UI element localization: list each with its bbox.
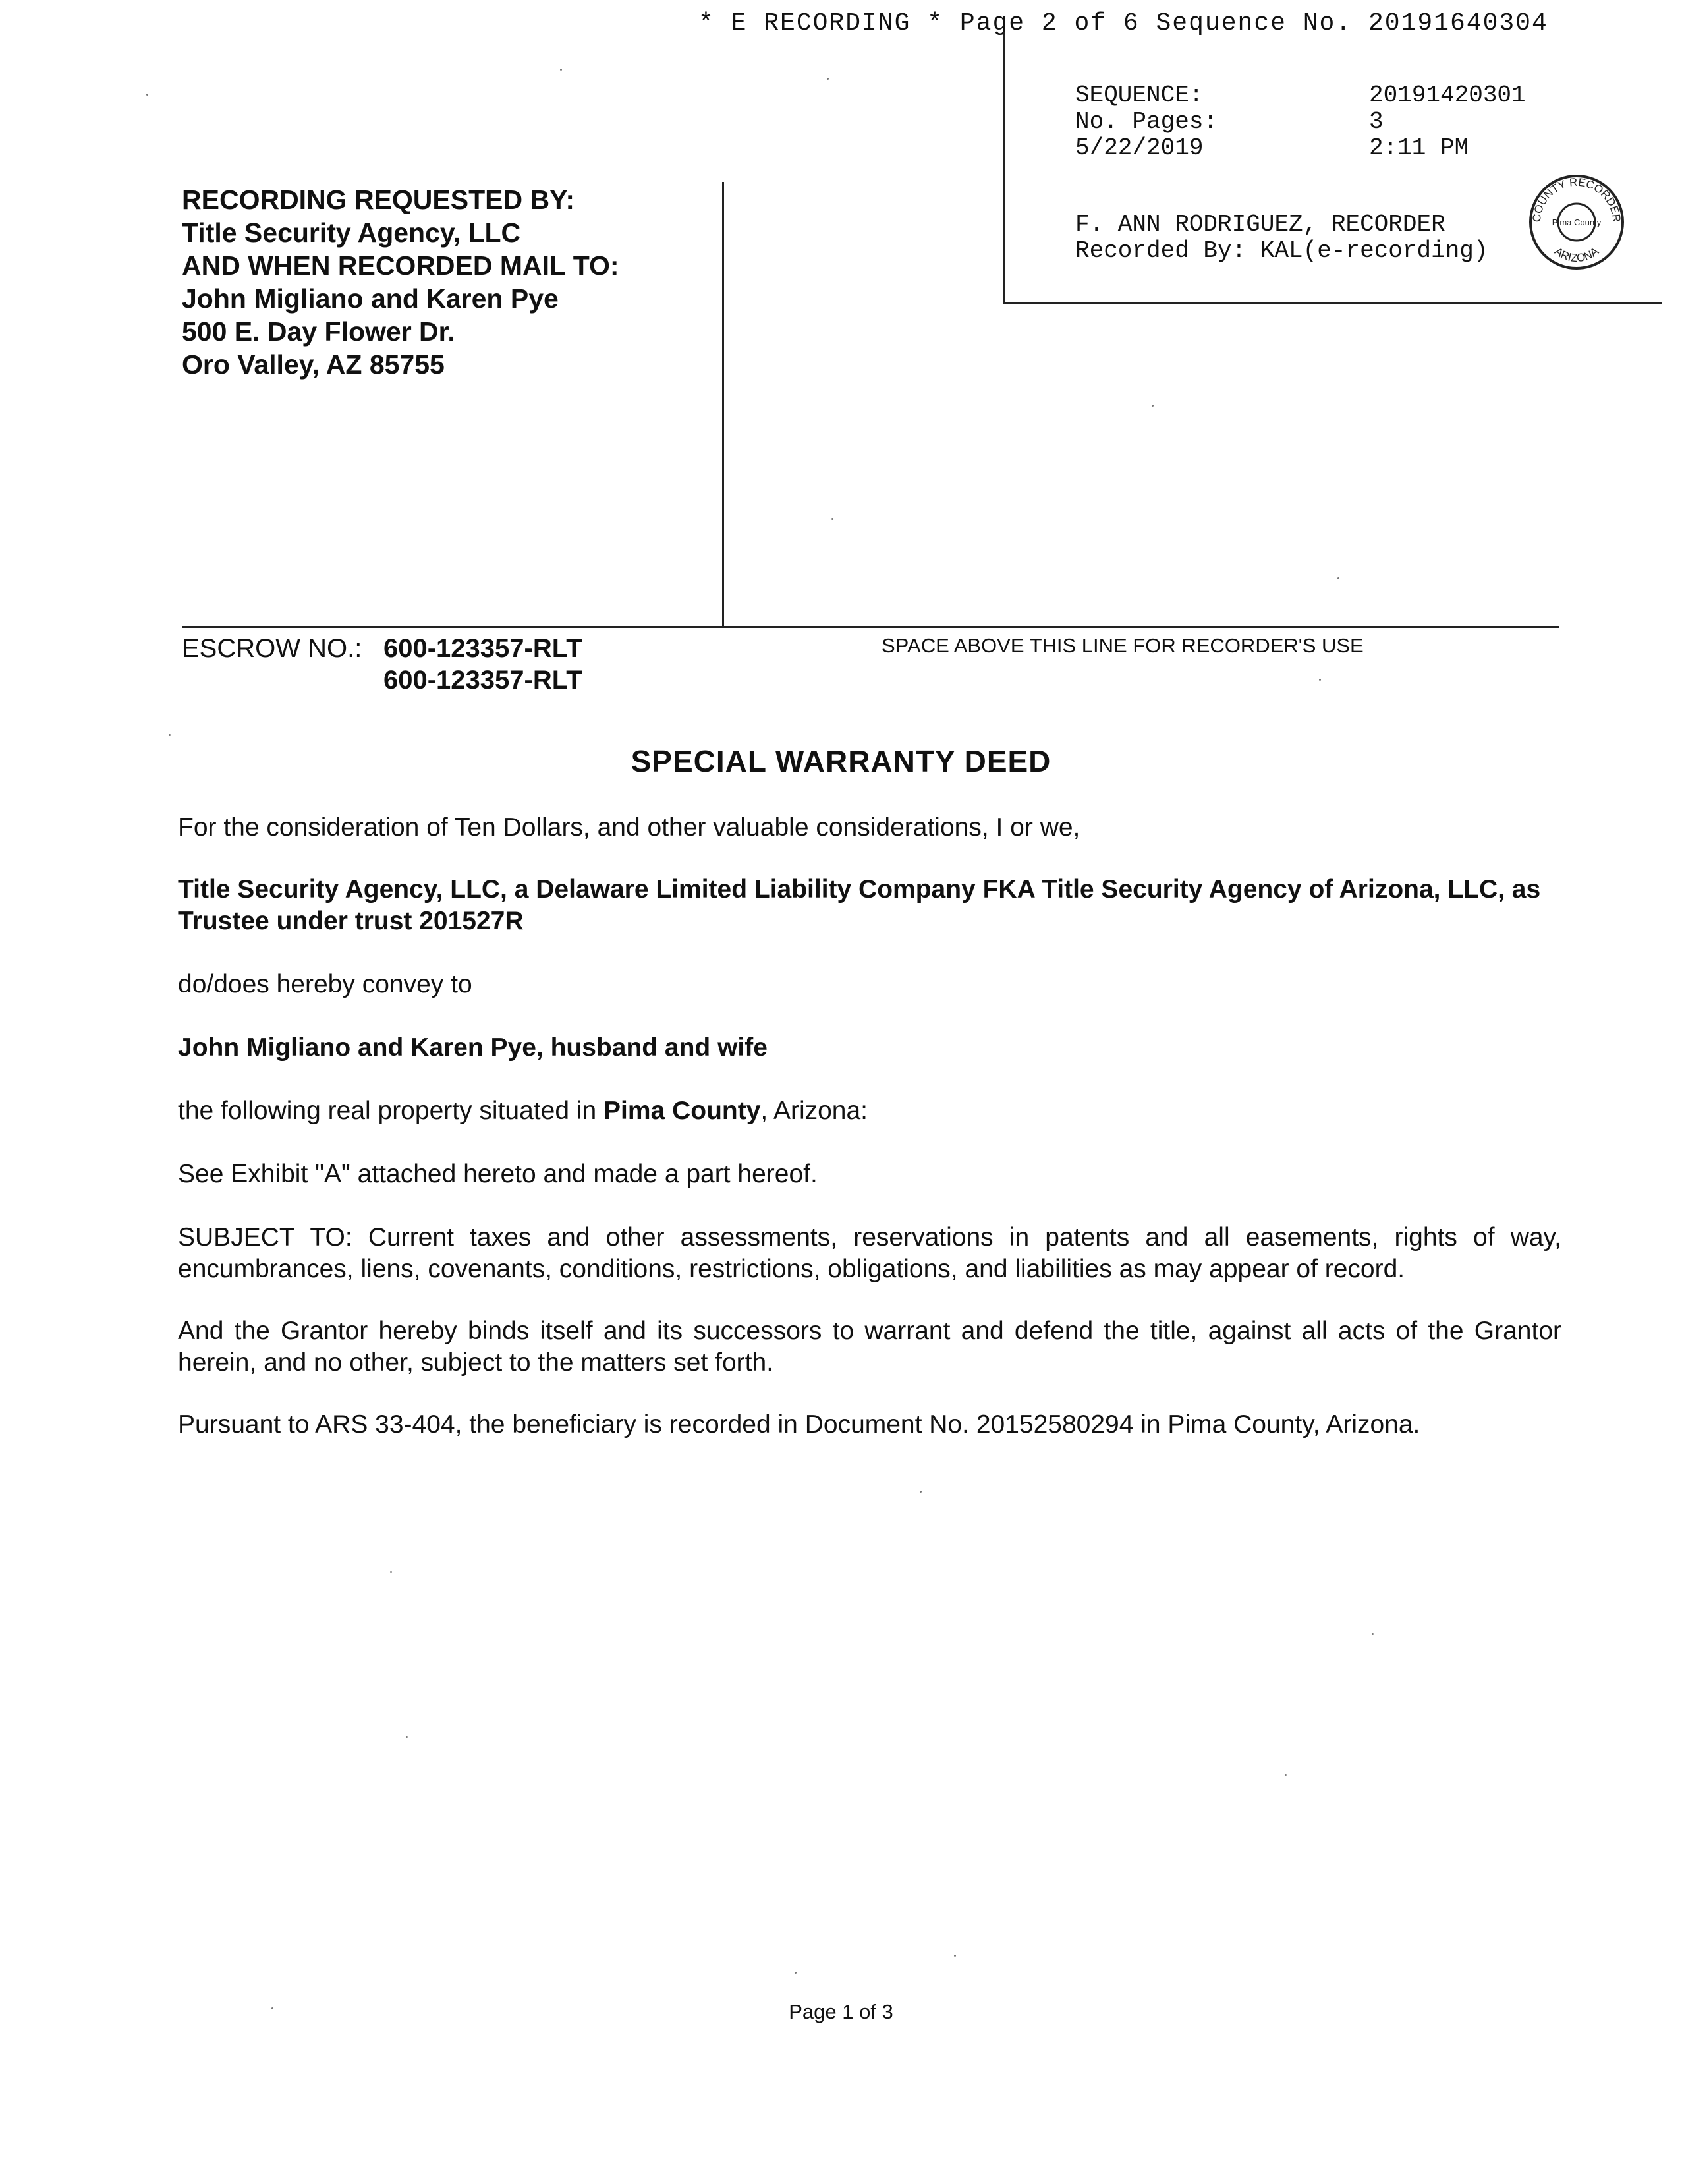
seal-bottom-text: ARIZONA (1552, 244, 1601, 265)
scan-speck (831, 518, 833, 520)
scan-speck (406, 1736, 408, 1738)
scan-speck (1152, 405, 1154, 407)
deed-title: SPECIAL WARRANTY DEED (631, 744, 1051, 778)
scan-speck (1319, 679, 1321, 681)
escrow-number-1: 600-123357-RLT (383, 634, 582, 663)
exhibit-paragraph: See Exhibit "A" attached hereto and made a part hereof. (178, 1160, 818, 1188)
scan-speck (560, 69, 562, 71)
sequence-label: SEQUENCE: (1075, 82, 1204, 109)
recording-time: 2:11 PM (1369, 134, 1469, 161)
grantee-paragraph: John Migliano and Karen Pye, husband and wife (178, 1033, 768, 1062)
requested-by-value: Title Security Agency, LLC (182, 217, 521, 248)
page-number: Page 1 of 3 (789, 2000, 893, 2023)
grantor-paragraph: Title Security Agency, LLC, a Delaware Limited Liability Company FKA Title Security Agency of Arizona, LLC, as Trustee under trust 201527R (178, 875, 1541, 935)
county-recorder-seal-icon (1527, 173, 1626, 272)
consideration-paragraph: For the consideration of Ten Dollars, and other valuable considerations, I or we, (178, 813, 1080, 842)
scan-speck (795, 1972, 797, 1974)
escrow-number-2: 600-123357-RLT (383, 666, 582, 695)
scan-speck (146, 94, 148, 96)
erecording-header: * E RECORDING * Page 2 of 6 Sequence No. 20191640304 (698, 9, 1548, 38)
pages-value: 3 (1369, 108, 1384, 135)
space-above-label: SPACE ABOVE THIS LINE FOR RECORDER'S USE (882, 634, 1364, 657)
recorder-box-border-left (1003, 32, 1005, 303)
beneficiary-paragraph: Pursuant to ARS 33-404, the beneficiary is recorded in Document No. 20152580294 in Pima County, Arizona. (178, 1410, 1420, 1439)
pages-label: No. Pages: (1075, 108, 1218, 135)
convey-paragraph: do/does hereby convey to (178, 970, 472, 998)
requested-by-label: RECORDING REQUESTED BY: (182, 185, 575, 215)
scan-speck (169, 734, 171, 736)
property-county: Pima County (603, 1097, 761, 1125)
recorder-box-border-bottom (1003, 302, 1662, 304)
recorded-by: Recorded By: KAL(e-recording) (1075, 237, 1488, 264)
scan-speck (390, 1571, 392, 1573)
subject-to-paragraph: SUBJECT TO: Current taxes and other assessments, reservations in patents and all easements, rights of way, encumbrances, liens, covenants, conditions, restrictions, obligations, and liabilities as may appear of record. (178, 1223, 1561, 1283)
property-intro-post: , Arizona: (760, 1097, 868, 1125)
recorder-use-line (182, 626, 1559, 628)
recorder-name: F. ANN RODRIGUEZ, RECORDER (1075, 211, 1445, 238)
mail-to-city: Oro Valley, AZ 85755 (182, 349, 445, 380)
scan-speck (1337, 577, 1339, 579)
warranty-paragraph: And the Grantor hereby binds itself and its successors to warrant and defend the title, against all acts of the Grantor herein, and no other, subject to the matters set forth. (178, 1317, 1561, 1377)
property-intro-pre: the following real property situated in (178, 1097, 604, 1125)
seal-outer-text: COUNTY RECORDER (1530, 175, 1623, 223)
scan-speck (954, 1955, 956, 1957)
scan-speck (920, 1491, 922, 1493)
scan-speck (1372, 1633, 1374, 1635)
scan-speck (271, 2007, 273, 2009)
mail-to-street: 500 E. Day Flower Dr. (182, 316, 455, 347)
scan-speck (827, 78, 829, 80)
mail-to-label: AND WHEN RECORDED MAIL TO: (182, 250, 619, 281)
sequence-value: 20191420301 (1369, 82, 1526, 109)
recording-requested-block (182, 183, 619, 381)
property-paragraph (178, 1095, 1561, 1127)
svg-text:COUNTY RECORDER (1530, 176, 1623, 223)
seal-inner-text: Pima County (1552, 217, 1602, 227)
mail-to-name: John Migliano and Karen Pye (182, 283, 559, 314)
recording-date: 5/22/2019 (1075, 134, 1204, 161)
svg-text:ARIZONA (1552, 244, 1601, 264)
scan-speck (1285, 1774, 1287, 1776)
escrow-label: ESCROW NO.: (182, 634, 362, 663)
vertical-divider (722, 182, 724, 627)
